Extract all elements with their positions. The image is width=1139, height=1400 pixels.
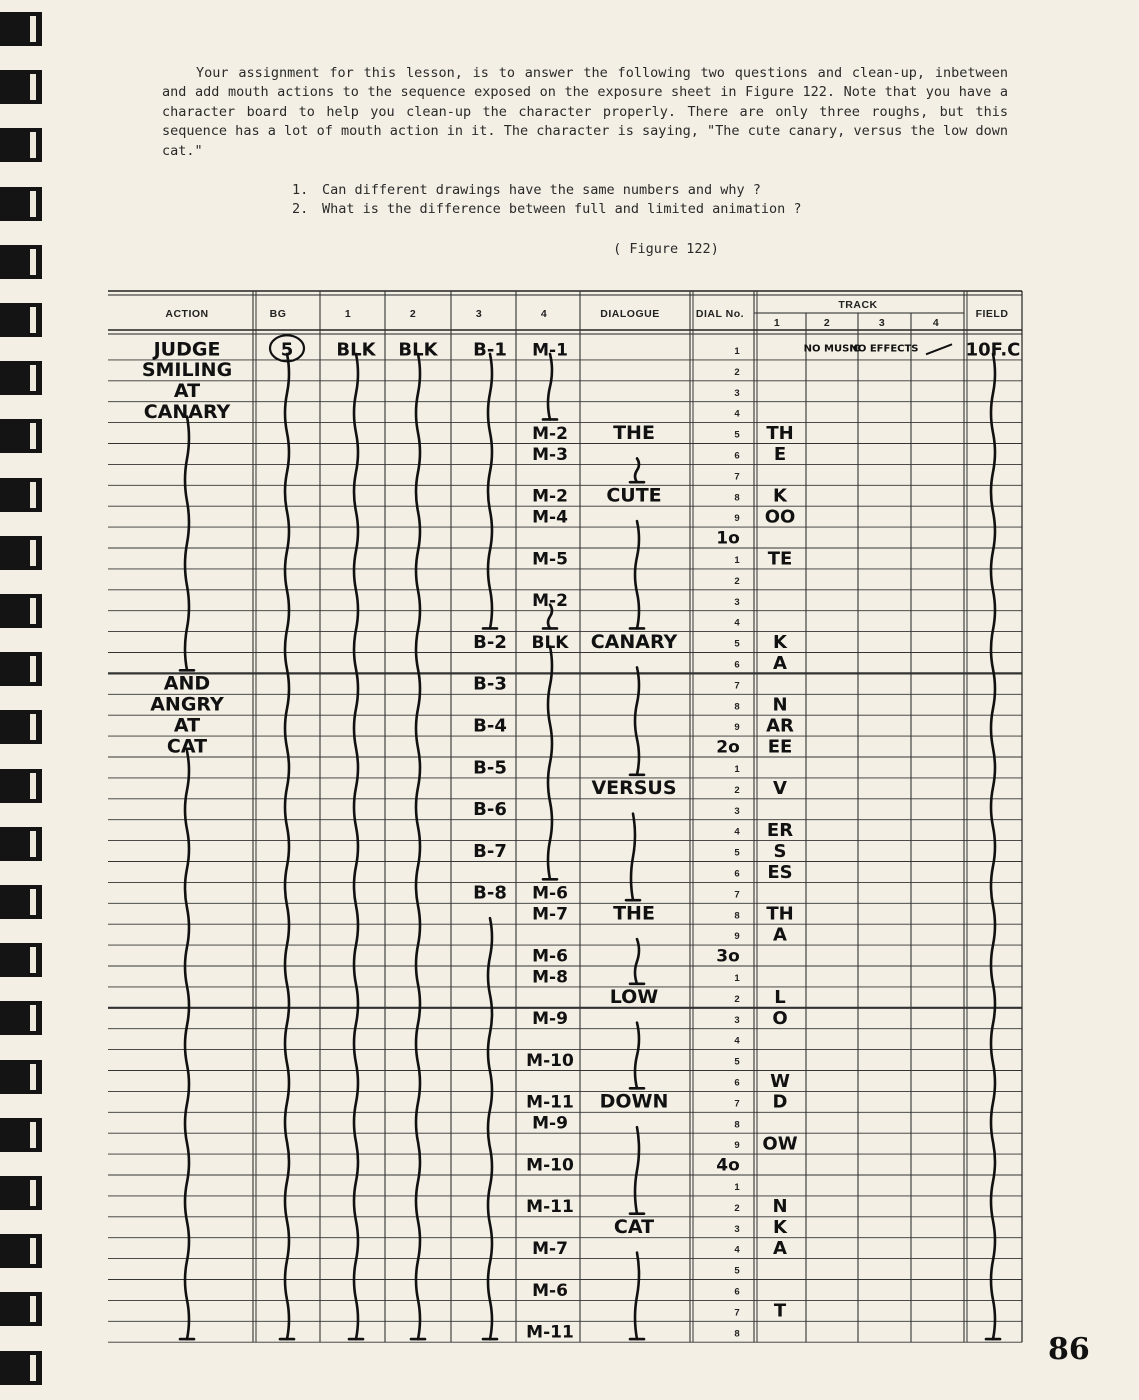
action-hold-line (185, 417, 189, 671)
level4-cel: M-2 (532, 423, 568, 444)
dial-number: 8 (734, 1119, 740, 1131)
level1-hold-line (354, 354, 358, 1339)
dial-number: 3 (734, 596, 740, 608)
dial-number: 2 (734, 784, 740, 796)
action-note: AT (173, 380, 201, 403)
phonetic-breakdown: K (773, 631, 787, 653)
dial-number: 7 (734, 889, 740, 901)
dial-number: 1 (734, 555, 740, 567)
dial-number: 9 (734, 513, 740, 525)
dial-number: 9 (734, 722, 740, 734)
dial-number: 9 (734, 931, 740, 943)
dial-number: 5 (734, 429, 740, 441)
level4-cel: M-5 (532, 549, 568, 570)
level1-cel: BLK (336, 339, 376, 361)
dial-number: 2 (734, 1202, 740, 1214)
level4-cel: M-6 (532, 1280, 568, 1301)
phonetic-breakdown: K (773, 1217, 787, 1239)
level2-hold-line (416, 354, 420, 1339)
dial-number: 1 (734, 973, 740, 985)
header-level-3: 3 (475, 308, 483, 320)
handwritten-entries (142, 335, 1021, 1342)
bg-number: 5 (280, 339, 294, 361)
phonetic-breakdown: D (772, 1091, 788, 1113)
header-track-2: 2 (823, 317, 831, 329)
question-text: What is the difference between full and limited animation ? (322, 201, 802, 218)
level3-cel: B-5 (473, 757, 507, 779)
level3-cel: B-8 (473, 882, 507, 904)
level4-cel: M-2 (532, 486, 568, 507)
header-track-1: 1 (773, 317, 781, 329)
dial-number: 3 (734, 1014, 740, 1026)
phonetic-breakdown: W (770, 1070, 790, 1092)
dial-tens-mark: 3o (716, 946, 740, 967)
level4-cel: M-6 (532, 883, 568, 904)
level4-cel: M-2 (532, 591, 568, 612)
question-number: 1. (292, 182, 309, 198)
level4-cel: BLK (531, 632, 569, 653)
dial-tens-mark: 4o (716, 1155, 740, 1176)
dial-number: 7 (734, 471, 740, 483)
level4-cel: M-9 (532, 1113, 568, 1134)
dial-number: 2 (734, 575, 740, 587)
dial-number: 6 (734, 1286, 740, 1298)
hold-lines (180, 354, 1000, 1339)
dial-number: 1 (734, 346, 740, 358)
level3-hold-line (488, 918, 492, 1339)
level4-hold-line (548, 647, 552, 880)
dial-number: 3 (734, 805, 740, 817)
dial-number: 4 (734, 826, 740, 838)
dial-number: 3 (734, 387, 740, 399)
field-size: 10F.C (965, 339, 1021, 361)
dial-number: 4 (734, 617, 740, 629)
level4-cel: M-9 (532, 1009, 568, 1030)
dial-number: 6 (734, 450, 740, 462)
assignment-paragraph: Your assignment for this lesson, is to answer the following two questions and clean-up, inbetween and add mouth actions to the sequence exposed on the exposure sheet in Figure 122. Note that you have a character board to help you clean-up the character properly. There are only three roughs, but this sequence has a lot of mouth action in it. The character is saying, "The cute canary, versus the low down cat." (162, 65, 1008, 159)
action-note: CAT (166, 735, 208, 758)
level4-hold-line (548, 354, 552, 420)
level4-cel: M-10 (526, 1155, 574, 1176)
action-hold-line (185, 751, 189, 1339)
header-dialogue: DIALOGUE (600, 308, 660, 320)
phonetic-breakdown: EE (767, 736, 793, 758)
header-level-2: 2 (409, 308, 417, 320)
action-note: AT (173, 714, 201, 737)
header-track: TRACK (838, 299, 878, 311)
dial-number: 3 (734, 1223, 740, 1235)
phonetic-breakdown: TE (767, 548, 793, 570)
phonetic-breakdown: A (773, 1238, 787, 1260)
sheet-headers (165, 299, 1008, 329)
phonetic-breakdown: N (772, 694, 788, 716)
action-note: ANGRY (150, 693, 224, 716)
header-track-4: 4 (932, 317, 940, 329)
phonetic-breakdown: S (773, 840, 787, 862)
dial-number: 6 (734, 659, 740, 671)
dialogue-word: VERSUS (591, 777, 677, 800)
dial-tens-mark: 1o (716, 528, 740, 549)
level2-cel: BLK (398, 339, 438, 361)
dialogue-word: CANARY (590, 630, 678, 653)
action-note: CANARY (143, 401, 231, 424)
level4-cel: M-7 (532, 1239, 568, 1260)
dialogue-word: LOW (609, 986, 659, 1009)
level4-cel: M-11 (526, 1322, 574, 1343)
dialogue-hold-line (635, 1127, 639, 1213)
level4-cel: M-8 (532, 967, 568, 988)
dial-number: 2 (734, 366, 740, 378)
track3-note: NO EFFECTS (849, 343, 919, 355)
dialogue-hold-line (635, 521, 639, 628)
level4-cel: M-7 (532, 904, 568, 925)
action-note: JUDGE (153, 338, 221, 361)
action-note: SMILING (141, 359, 233, 382)
phonetic-breakdown: ES (767, 861, 793, 883)
dialogue-hold-line (631, 814, 635, 900)
phonetic-breakdown: OW (762, 1133, 798, 1155)
level4-cel: M-4 (532, 507, 568, 528)
phonetic-breakdown: TH (766, 903, 794, 925)
dial-number: 8 (734, 701, 740, 713)
bg-hold-line (285, 354, 289, 1339)
dialogue-hold-line (635, 939, 639, 984)
phonetic-breakdown: OO (764, 506, 796, 528)
dialogue-hold-line (635, 458, 639, 482)
dial-number: 2 (734, 993, 740, 1005)
phonetic-breakdown: K (773, 485, 787, 507)
dial-number: 5 (734, 1265, 740, 1277)
header-track-3: 3 (878, 317, 886, 329)
level4-cel: M-11 (526, 1092, 574, 1113)
phonetic-breakdown: T (773, 1300, 787, 1322)
phonetic-breakdown: V (773, 778, 787, 800)
dial-number: 9 (734, 1140, 740, 1152)
field-hold-line (991, 354, 995, 1339)
level4-cel: M-11 (526, 1197, 574, 1218)
phonetic-breakdown: L (774, 987, 786, 1009)
dial-number: 5 (734, 1056, 740, 1068)
dialogue-word: DOWN (599, 1090, 669, 1113)
dial-number: 8 (734, 1328, 740, 1340)
header-dial-no: DIAL No. (695, 308, 745, 320)
dialogue-word: THE (613, 421, 655, 444)
figure-caption: ( Figure 122) (613, 241, 719, 257)
level3-cel: B-1 (473, 339, 507, 361)
level3-cel: B-7 (473, 840, 507, 862)
action-note: AND (163, 672, 211, 695)
dialogue-word: THE (613, 902, 655, 925)
level4-cel: M-1 (532, 340, 568, 361)
phonetic-breakdown: N (772, 1196, 788, 1218)
dial-number: 7 (734, 680, 740, 692)
dialogue-word: CUTE (606, 484, 662, 507)
dialogue-word: CAT (613, 1216, 655, 1239)
question-text: Can different drawings have the same numbers and why ? (322, 182, 761, 198)
dial-number: 1 (734, 764, 740, 776)
phonetic-breakdown: A (773, 652, 787, 674)
phonetic-breakdown: O (772, 1008, 788, 1030)
track4-dash (926, 344, 952, 354)
track2-note: NO MUSIC (803, 343, 861, 355)
level3-cel: B-4 (473, 715, 507, 737)
dial-number: 7 (734, 1098, 740, 1110)
dial-number: 5 (734, 638, 740, 650)
dial-tens-mark: 2o (716, 737, 740, 758)
question-number: 2. (292, 201, 309, 218)
header-bg: BG (269, 308, 287, 320)
dial-number: 8 (734, 492, 740, 504)
page-number: 86 (1048, 1332, 1090, 1367)
header-action: ACTION (165, 308, 209, 320)
dialogue-hold-line (635, 667, 639, 774)
dial-number: 7 (734, 1307, 740, 1319)
dial-number-column (734, 346, 740, 1339)
header-level-1: 1 (344, 308, 352, 320)
level3-cel: B-3 (473, 673, 507, 695)
level4-cel: M-6 (532, 946, 568, 967)
level4-cel: M-3 (532, 444, 568, 465)
dial-number: 8 (734, 910, 740, 922)
header-level-4: 4 (540, 308, 548, 320)
phonetic-breakdown: TH (766, 422, 794, 444)
dialogue-hold-line (635, 1253, 639, 1339)
dial-number: 4 (734, 1244, 740, 1256)
level3-cel: B-6 (473, 799, 507, 821)
phonetic-breakdown: A (773, 924, 787, 946)
dial-number: 6 (734, 868, 740, 880)
level3-cel: B-2 (473, 631, 507, 653)
phonetic-breakdown: AR (766, 715, 794, 737)
phonetic-breakdown: E (773, 443, 787, 465)
dial-number: 6 (734, 1077, 740, 1089)
dial-number: 4 (734, 408, 740, 420)
dial-number: 5 (734, 847, 740, 859)
dialogue-hold-line (635, 1023, 639, 1089)
phonetic-breakdown: ER (766, 820, 794, 842)
dial-number: 4 (734, 1035, 740, 1047)
dial-number: 1 (734, 1182, 740, 1194)
level3-hold-line (488, 354, 492, 629)
header-field: FIELD (975, 308, 1009, 320)
level4-cel: M-10 (526, 1050, 574, 1071)
